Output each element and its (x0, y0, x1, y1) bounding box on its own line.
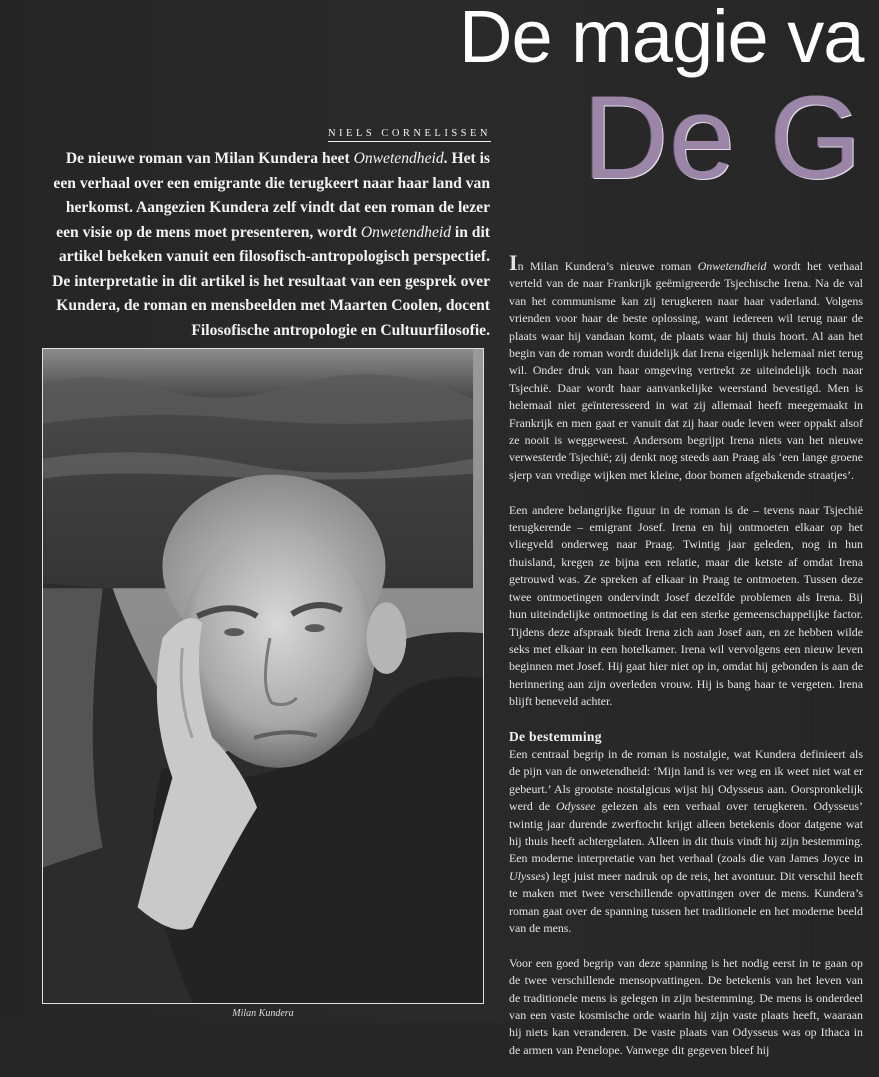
photo-caption: Milan Kundera (232, 1008, 294, 1019)
author-byline: NIELS CORNELISSEN (328, 128, 491, 142)
intro-book-title: Onwetendheid (353, 150, 444, 167)
portrait-illustration (43, 349, 483, 1003)
headline-line-1: De magie va (459, 0, 864, 78)
headline-line-2: De G (583, 72, 863, 204)
body-paragraph: Een andere belangrijke figuur in de roman is de – tevens naar Tsjechië terugkerende – emigrant Josef. Irena en hij ontmoeten elkaar op het vliegveld onderweg naar Praag. Twintig jaar geleden, nog in hun thuisland, kregen ze bijna een relatie, maar die ketste af omdat Irena getrouwd was. Ze spreken af elkaar in Praag te ontmoeten. Tussen deze twee ontmoetingen ondervindt Josef dezelfde problemen als Irena. Bij hun uiteindelijke ontmoeting is dat een sterke gemeenschappelijke factor. Tijdens deze afspraak biedt Irena zich aan Josef aan, en ze hebben wilde seks met elkaar in een hotelkamer. Irena wil vervolgens een nieuw leven beginnen met Josef. Hij gaat hier niet op in, omdat hij gebonden is aan de herinnering aan zijn overleden vrouw. Hij is bang haar te vergeten. Irena blijft beneveld achter. (509, 502, 863, 709)
headline (459, 0, 879, 204)
body-text: Een centraal begrip in de roman is nostalgie, wat Kundera definieert als de pijn van de onwetendheid: ‘Mijn land is ver weg en ik weet niet wat er gebeurt.’ Als grootste nostalgicus wijst hij Odysseus aan. Oorspronkelijk werd de (509, 746, 863, 814)
body-paragraph: Voor een goed begrip van deze spanning is het nodig eerst in te gaan op de twee verschillende mensopvattingen. De betekenis van het leven van de traditionele mens is gelegen in zijn bestemming. De mens is onderdeel van een vaste kosmische orde waarin hij zijn vaste plaats heeft, waaraan hij niets kan veranderen. De vaste plaats van Odysseus was op Ithaca in de armen van Penelope. Vanwege dit gegeven bleef hij (509, 955, 863, 1057)
article-intro (40, 147, 490, 343)
article-body (509, 250, 863, 1077)
body-paragraph (509, 250, 863, 484)
intro-text: in dit artikel bekeken vanuit een filosofisch-antropologisch perspectief. De interpretatie in dit artikel is het resultaat van een gesprek over Kundera, de roman en mensbeelden met Maarten Coolen, docent Filosofische antropologie en Cultuurfilosofie. (52, 223, 490, 339)
body-text: n Milan Kundera’s nieuwe roman (517, 259, 698, 273)
book-title: Ulysses (509, 868, 546, 883)
section-heading: De bestemming (509, 728, 602, 744)
body-text: gelezen als een verhaal over terugkeren. Odysseus’ twintig jaar durende zwerftocht krijgt alleen betekenis door datgene wat hij thuis heeft achtergelaten. Alleen in dit thuis vindt hij zijn bestemming. Een moderne interpretatie van het verhaal (zoals die van James Joyce in (509, 799, 863, 866)
intro-text: De nieuwe roman van Milan Kundera heet (65, 150, 354, 167)
body-text: ) legt juist meer nadruk op de reis, het avontuur. Dit verschil heeft te maken met twee verschillende opvattingen over de mens. Kundera’s roman gaat over de spanning tussen het traditionele en het moderne beeld van de mens. (509, 868, 863, 935)
author-photo (42, 348, 484, 1004)
body-text: wordt het verhaal verteld van de naar Frankrijk geëmigreerde Tsjechische Irena. Na de val van het communisme kan zij terugkeren naar haar vaderland. Volgens vrienden voor haar de beste oplossing, want iedereen wil terug naar de plaats waar hij vandaan komt, de plaats waar hij thuis hoort. Al aan het begin van de roman wordt duidelijk dat Irena eigenlijk helemaal niet terug wil. Onder druk van haar omgeving vertrekt ze uiteindelijk toch naar Tsjechië. Daar wordt haar aanvankelijke weerstand bevestigd. Men is helemaal niet geïnteresseerd in wat zij allemaal heeft meegemaakt in Frankrijk en men gaat er vanuit dat zij haar oude leven weer oppakt alsof ze nooit is weggeweest. Andersom begrijpt Irena niets van het nieuwe verwesterde Tsjechië; zij denkt nog steeds aan Praag als ‘een lange groene sjerp van vredige wijken met kleine, door bomen afgebakende straatjes’. (509, 259, 863, 482)
drop-cap: I (509, 250, 518, 275)
book-title: Onwetendheid (697, 259, 767, 273)
intro-text: . Het is een verhaal over een emigrante die terugkeert naar haar land van herkomst. Aangezien Kundera zelf vindt dat een roman de lezer een visie op de mens moet presenteren, wordt (53, 150, 490, 241)
body-paragraph (509, 746, 863, 937)
intro-book-title: Onwetendheid (360, 223, 451, 241)
book-title: Odyssee (555, 799, 596, 814)
